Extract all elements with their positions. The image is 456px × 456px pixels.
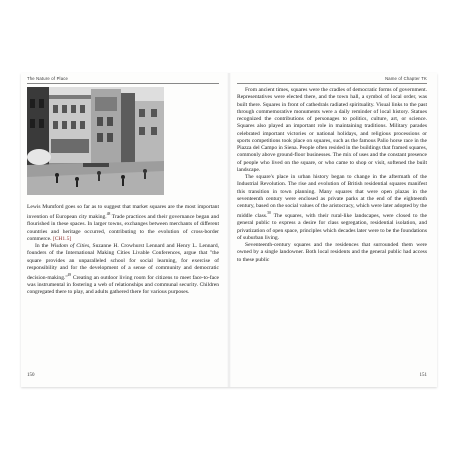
left-page-body bbox=[27, 204, 219, 297]
page-number-right: 151 bbox=[419, 373, 427, 378]
right-paragraph-2 bbox=[237, 174, 427, 242]
header-rule-left bbox=[27, 83, 219, 84]
right-page-body bbox=[237, 87, 427, 264]
left-paragraph-2-text-b: , Suzanne H. Crowhurst Lennard and Henry L. Lennard, founders of the International Making Cities Livable Conferences, argue that "the square provides an unparalleled school for social learning, for exercise of responsibility and for the development of a sense of community and democratic decision-making." bbox=[27, 243, 220, 281]
endnote-ref-48[interactable]: 48 bbox=[106, 212, 111, 217]
book-title: Wisdom of Cities bbox=[50, 243, 90, 250]
book-spread bbox=[21, 73, 437, 387]
running-head-right: Name of Chapter TK bbox=[385, 76, 427, 81]
town-square-photo bbox=[27, 87, 164, 195]
right-paragraph-1: From ancient times, squares were the cradles of democratic forms of government. Representatives were elected there, and the town hall, a symbol of local order, was built there. Squares in front of cathedrals radiated spirituality. Visual links to the past through commemorative monuments were a daily reminder of local history. Statues recognized the contributions of personages to politics, culture, art, or science. Squares also played an important role in maintaining traditions. Military parades celebrated important victories or national holidays, and religious processions or sports competitions took place on squares, such as the famous Palio horse race in the Piazza del Campo in Siena. People often resided in the buildings that framed squares, commonly above ground-floor businesses. The mix of uses and the constant presence of people who lived on the square, or who came to shop or visit, softened the built landscape. bbox=[237, 87, 427, 173]
left-paragraph-2-text-c: Creating an outdoor living room for citizens to meet face-to-face was instrumental in fostering a web of relationships and communal security. Children congregated there to play, and adults gathered there for various purposes. bbox=[27, 274, 219, 296]
left-paragraph-1 bbox=[27, 204, 219, 243]
header-rule-right bbox=[237, 83, 427, 84]
cross-reference[interactable]: [CH1.5] bbox=[52, 235, 72, 242]
left-paragraph-2 bbox=[27, 243, 219, 297]
right-paragraph-3: Seventeenth-century squares and the residences that surrounded them were owned by a single landowner. Both local residents and the general public had access to these public bbox=[237, 242, 427, 263]
endnote-ref-50[interactable]: 50 bbox=[267, 211, 271, 216]
right-paragraph-2-text-b: The squares, with their rural-like landscapes, were closed to the general public to express a desire for class segregation, residential isolation, and privatization of open space, principles which decades later were to be the foundations of suburban living. bbox=[237, 213, 427, 241]
left-paragraph-1-text-a: Lewis Mumford goes so far as to suggest that market squares are the most important invention of European city making. bbox=[27, 204, 219, 221]
page-number-left: 150 bbox=[27, 373, 35, 378]
left-page bbox=[21, 73, 229, 387]
right-page bbox=[229, 73, 437, 387]
right-paragraph-2-text-a: The square's place in urban history began to change in the aftermath of the Industrial Revolution. The rise and evolution of British residential squares manifest this transition in town planning. Many squares that were open plazas in the seventeenth century were enclosed as private parks at the end of the eighteenth century, based on the social values of the aristocracy, which were later adopted by the middle class. bbox=[237, 174, 427, 220]
left-paragraph-1-text-b: Trade practices and their governance began and flourished in these spaces. In larger towns, exchanges between merchants of different countries and heritage occurred, contributing to the evolution of cross-border commerce. bbox=[27, 214, 220, 242]
town-square-illustration bbox=[27, 87, 164, 195]
left-paragraph-2-text-a: In the bbox=[35, 243, 51, 250]
endnote-ref-49[interactable]: 49 bbox=[67, 273, 72, 278]
running-head-left: The Nature of Place bbox=[27, 76, 69, 81]
